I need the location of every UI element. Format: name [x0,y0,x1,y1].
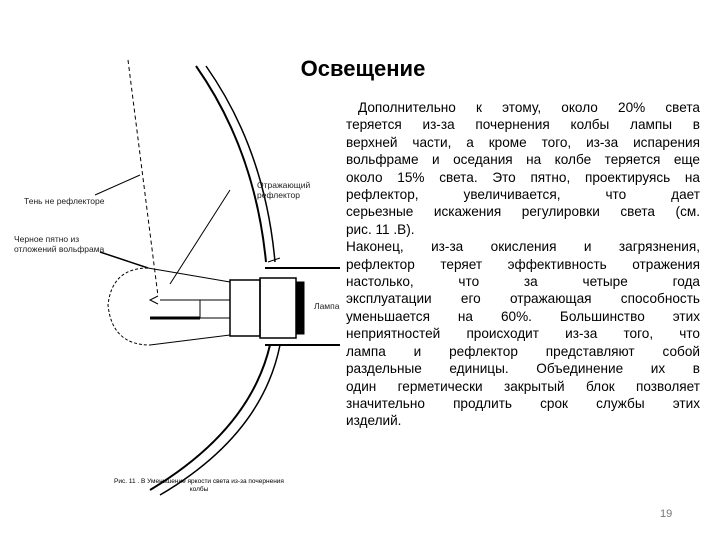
slide-title: Освещение [300,56,426,81]
page-number: 19 [660,508,673,520]
text-line: эксплуатации его отражающая способность [346,291,700,307]
text-line: лампа и рефлектор представляют собой [346,343,700,359]
text-line: один герметически закрытый блок позволяет [346,378,700,394]
text-line: верхней части, а кроме того, из-за испарения [346,134,700,150]
label-spot-1: Черное пятно из [14,234,80,244]
caption-line-2: колбы [189,486,209,493]
caption-line-1: Рис. 11 . В Уменьшение яркости света из-за почернения [114,478,284,485]
label-reflector-1: Отражающий [257,180,311,190]
label-lamp: Лампа [314,301,340,311]
text-line: Наконец, из-за окисления и загрязнения, [346,239,700,255]
text-line: теряется из-за почернения колбы лампы в [346,117,700,133]
bulb [108,268,150,345]
body-text [346,99,700,430]
label-reflector-2: рефлектор [257,190,301,200]
text-line: Дополнительно к этому, около 20% света [358,100,700,115]
reflector-lower [150,345,270,490]
text-line: вольфраме и оседания на колбе теряется еще [346,152,700,168]
text-line: изделий. [346,413,402,429]
text-line: неприятностей происходит из-за того, что [346,326,700,342]
text-line: около 15% света. Это пятно, проектируясь на [346,169,700,185]
text-line: рефлектор, увеличивается, что дает [346,187,700,203]
text-line: раздельные единицы. Объединение их в [346,361,700,377]
label-spot-2: отложений вольфрама [14,244,105,254]
text-line: рис. 11 .В). [346,221,415,237]
label-shadow: Тень не рефлекторе [24,196,105,206]
text-line: настолько, что за четыре года [346,274,700,290]
text-line: серьезные искажения регулировки света (см. [346,204,700,220]
text-line: уменьшается на 60%. Большинство этих [346,308,700,324]
text-line: значительно продлить срок службы этих [346,395,700,411]
text-line: рефлектор теряет эффективность отражения [346,256,700,272]
figure-caption [84,478,314,494]
